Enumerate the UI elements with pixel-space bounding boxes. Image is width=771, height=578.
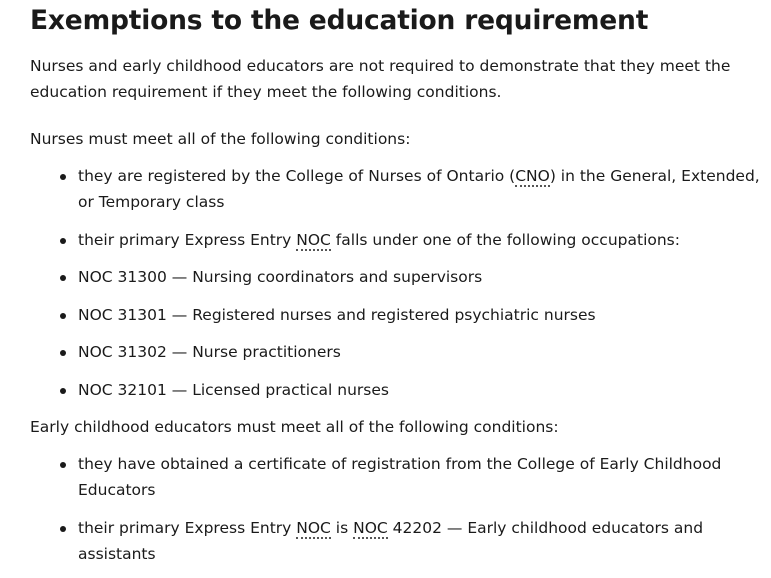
cno-abbreviation[interactable]: CNO — [515, 167, 550, 185]
bullet-icon — [60, 313, 66, 319]
nurses-conditions-list — [30, 163, 771, 403]
intro-paragraph: Nurses and early childhood educators are not required to demonstrate that they meet the education requirement if they meet the following conditions. — [30, 57, 731, 101]
bullet-icon — [60, 238, 66, 244]
list-item: they have obtained a certificate of registration from the College of Early Childhood Educators — [30, 451, 771, 503]
bullet-icon — [60, 350, 66, 356]
nurses-lead: Nurses must meet all of the following conditions: — [30, 130, 411, 148]
ece-lead: Early childhood educators must meet all of the following conditions: — [30, 418, 559, 436]
list-item: NOC 31301 — Registered nurses and registered psychiatric nurses — [30, 302, 771, 328]
bullet-icon — [60, 462, 66, 468]
list-item: NOC 31302 — Nurse practitioners — [30, 339, 771, 365]
noc-abbreviation[interactable]: NOC — [296, 518, 331, 537]
bullet-icon — [60, 526, 66, 532]
noc-abbreviation[interactable]: NOC — [353, 518, 388, 537]
bullet-icon — [60, 275, 66, 281]
page-content — [30, 0, 771, 578]
list-item: their primary Express Entry NOC falls under one of the following occupations: — [30, 227, 771, 253]
bullet-icon — [60, 174, 66, 180]
ece-conditions-list — [30, 451, 771, 567]
list-item: NOC 31300 — Nursing coordinators and supervisors — [30, 264, 771, 290]
list-item: they are registered by the College of Nurses of Ontario (CNO) in the General, Extended, or Temporary class — [30, 163, 771, 215]
page-title: Exemptions to the education requirement — [30, 5, 649, 36]
list-item: NOC 32101 — Licensed practical nurses — [30, 377, 771, 403]
list-item: their primary Express Entry NOC is NOC 42202 — Early childhood educators and assistants — [30, 515, 771, 567]
bullet-icon — [60, 388, 66, 394]
noc-abbreviation[interactable]: NOC — [296, 230, 331, 249]
